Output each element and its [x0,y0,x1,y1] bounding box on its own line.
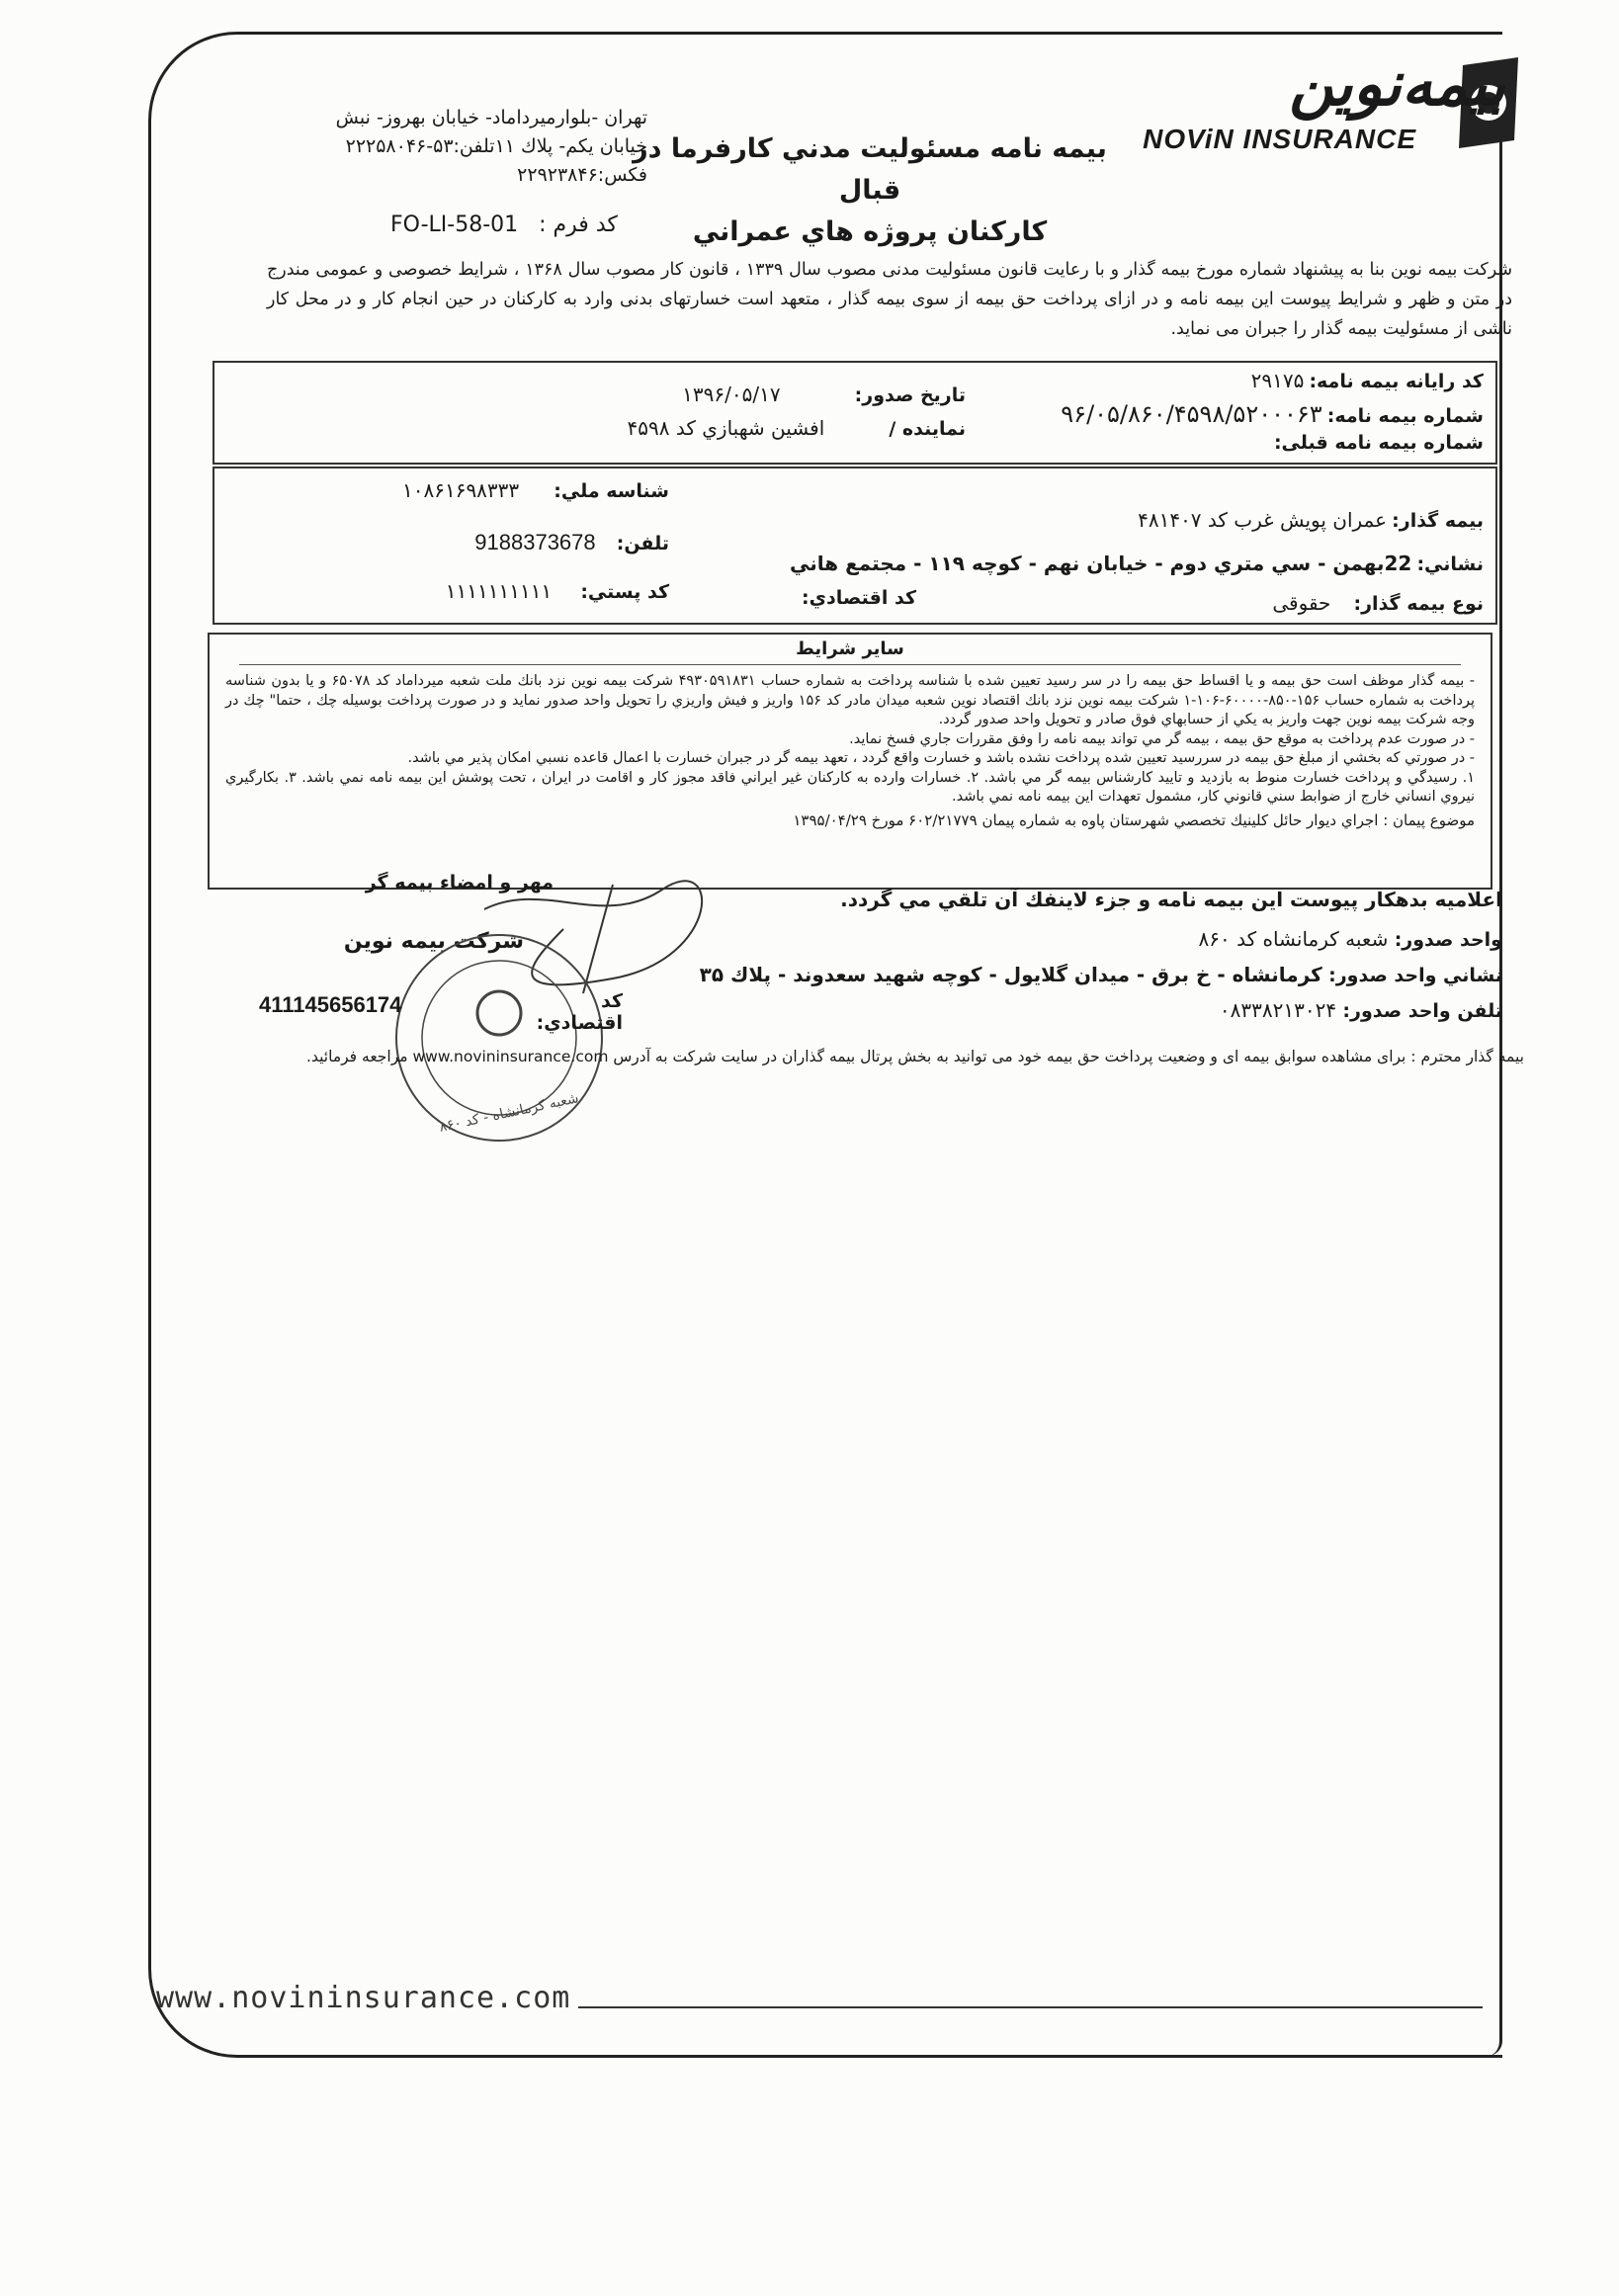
contract-subject: موضوع پيمان : اجراي ديوار حائل كلينيك تخصصي شهرستان پاوه به شماره پيمان ۶۰۲/۲۱۷۷۹ مورخ ۱۳۹۵/۰۴/۲۹ [793,810,1475,829]
intro-paragraph: شركت بيمه نوين بنا به پيشنهاد شماره مورخ بيمه گذار و با رعايت قانون مسئوليت مدنى مصوب سال ۱۳۳۹ ، قانون كار مصوب سال ۱۳۶۸ ، شرايط خصوصى و عمومى مندرج در متن و ظهر و شرايط پيوست اين بيمه نامه و در ازاى پرداخت حق بيمه از سوى بيمه گذار ، متعهد است خسارتهاى بدنى وارد به كاركنان در حين انجام كار و در محل كار ناشى از مسئوليت بيمه گذار را جبران مى نمايد. [267,260,1513,339]
issuing-unit-row [692,927,1502,951]
insured-name-value: عمران پويش غرب كد ۴۸۱۴۰۷ [1138,508,1388,532]
address-line-2: خيابان يكم- پلاك ۱۱تلفن:۵۳-۲۲۲۵۸۰۴۶ [345,135,647,157]
logo-persian: بیمه‌نوین [1289,47,1505,120]
insured-type-value: حقوقى [1272,591,1331,615]
agent-label: نماينده / [889,418,966,440]
insured-address-value: 22بهمن - سي متري دوم - خيابان نهم - كوچه ۱۱۹ - مجتمع هاني [790,552,1412,575]
issuing-unit-address-row [692,963,1502,986]
form-code [390,213,618,237]
economic-code-row [679,587,916,609]
issuing-unit-value: شعبه كرمانشاه كد ۸۶۰ [1198,927,1389,951]
economic-code-label: كد اقتصادي: [802,587,916,609]
stamp-text: شعبه كرمانشاه - كد ۸۶۰ [438,1090,580,1136]
title-line-1: بيمه نامه مسئوليت مدني كارفرما در قبال [633,133,1107,206]
logo-english: NOViN INSURANCE [1143,124,1416,154]
phone-label: تلفن: [616,533,669,554]
issuing-unit-phone-row [692,998,1502,1022]
document-title [633,128,1107,253]
policy-rayaneh-value: ۲۹۱۷۵ [1250,369,1305,392]
policy-info-box [213,361,1497,465]
terms-paragraph-2: - در صورت عدم پرداخت به موقع حق بيمه ، بيمه گر مي تواند بيمه نامه را وفق مقررات جاري فسخ نمايد. [849,730,1475,747]
address-line-1: تهران -بلوارميرداماد- خيابان بهروز- نبش [335,107,647,128]
policy-number-label: شماره بيمه نامه: [1326,405,1484,427]
terms-paragraph-4: ۱. رسيدگي و پرداخت خسارت منوط به بازديد و تاييد كارشناس بيمه گر مي باشد. ۲. خسارات وارده به كاركنان غير ايراني فاقد مجوز كار و اقامت در ايران ، تحت پوشش اين بيمه نامه نمي باشد. ۳. بكارگيري نيروي انساني خارج از ضوابط سني قانوني كار، مشمول تعهدات اين بيمه نامه نمي باشد. [225,769,1475,805]
terms-paragraph-1: - بيمه گذار موظف است حق بيمه و يا اقساط حق بيمه را در سر رسيد تعيين شده با شناسه پرداخت به شماره حساب ۴۹۳۰۵۹۱۸۳۱ شركت بيمه نوين نزد بانك ملت شعبه ميرداماد كد ۶۵۰۷۸ و يا بدون شناسه پرداخت به شماره حساب ۱۵۶-۸۵۰-۶۰۰۰۰-۱۰۶-۱ شركت بيمه نوين نزد بانك اقتصاد نوين شعبه ميدان مادر كد ۱۵۶ واريز و فيش واريزي را تحويل واحد صدور نمايد و در صورت پرداخت بوسيله چك ، حتما" چك در وجه شركت بيمه نوين جهت واريز به يكي از حسابهاي فوق صادر و تحويل واحد صدور گردد. [225,673,1475,727]
insured-address-row [732,552,1484,575]
postal-code-row [313,579,669,603]
policy-previous-row [930,432,1484,454]
policy-number-value: ۹۶/۰۵/۸۶۰/۴۵۹۸/۵۲۰۰۰۶۳ [1061,400,1322,428]
terms-title-divider [239,664,1461,665]
form-code-label: كد فرم : [539,213,618,237]
title-line-2: كاركنان پروژه هاي عمراني [692,216,1048,247]
policy-previous-label: شماره بيمه نامه قبلى: [1273,432,1484,454]
annex-note: اعلاميه بدهكار پيوست اين بيمه نامه و جزء لاينفك آن تلقي مي گردد. [840,888,1502,911]
insured-name-row [792,508,1484,532]
national-id-label: شناسه ملي: [554,480,669,502]
insured-type-label: نوع بيمه گذار: [1353,593,1484,615]
head-office-address [252,104,647,190]
terms-body [225,672,1475,830]
issue-date-label: تاريخ صدور: [854,384,966,406]
economic-code-label-seal: كد اقتصادي: [536,990,623,1034]
insured-info-box [213,467,1497,625]
phone-value: 9188373678 [474,530,596,554]
portal-notice: بيمه گذار محترم : براى مشاهده سوابق بيمه اى و وضعيت پرداخت حق بيمه خود مى توانيد به بخش پرتال بيمه گذاران در سايت شركت به آدرس www.novininsurance.com مراجعه فرمائيد. [306,1048,1524,1065]
terms-title: ساير شرايط [796,638,904,659]
policy-rayaneh-row [930,369,1484,392]
terms-box [208,633,1492,890]
issuing-unit-address-value: كرمانشاه - خ برق - ميدان گلايول - كوچه شهيد سعدوند - پلاك ۳۵ [699,963,1322,986]
agent-row [452,416,966,440]
agent-value: افشين شهبازي كد ۴۵۹۸ [627,416,825,440]
postal-code-label: كد پستي: [580,581,669,603]
issue-date-value: ۱۳۹۶/۰۵/۱۷ [682,383,781,406]
company-name: شركت بيمه نوين [343,929,524,954]
terms-paragraph-3: - در صورتي كه بخشي از مبلغ حق بيمه در سررسيد تعيين شده پرداخت نشده باشد و خسارت واقع گردد ، تعهد بيمه گر در جبران خسارت با اعمال قاعده نسبي امكان پذير مي باشد. [407,750,1475,766]
national-id-value: ۱۰۸۶۱۶۹۸۳۳۳ [401,478,520,502]
footer-website[interactable]: www.novininsurance.com [156,1981,571,2015]
issuing-unit-phone-label: تلفن واحد صدور: [1342,1000,1502,1022]
insured-name-label: بيمه گذار: [1392,510,1484,532]
issuing-unit-phone-value: ۰۸۳۳۸۲۱۳۰۲۴ [1219,998,1337,1022]
address-line-3: فكس:۲۲۹۲۳۸۴۶ [517,164,647,186]
footer-rule [578,2006,1483,2008]
insured-address-label: نشاني: [1416,553,1484,575]
issuing-unit-label: واحد صدور: [1394,929,1502,951]
national-id-row [294,478,669,502]
economic-code-value: 411145656174 [259,992,402,1017]
policy-rayaneh-label: كد رايانه بيمه نامه: [1309,371,1484,392]
insured-type-row [1088,591,1484,615]
issuing-unit-address-label: نشاني واحد صدور: [1328,965,1502,986]
phone-row [353,530,669,555]
issue-date-row [491,383,966,406]
form-code-value: FO-LI-58-01 [390,213,519,237]
postal-code-value: ۱۱۱۱۱۱۱۱۱۱ [445,579,553,603]
seal-signature-label: مهر و امضاء بيمه گر [365,872,554,893]
